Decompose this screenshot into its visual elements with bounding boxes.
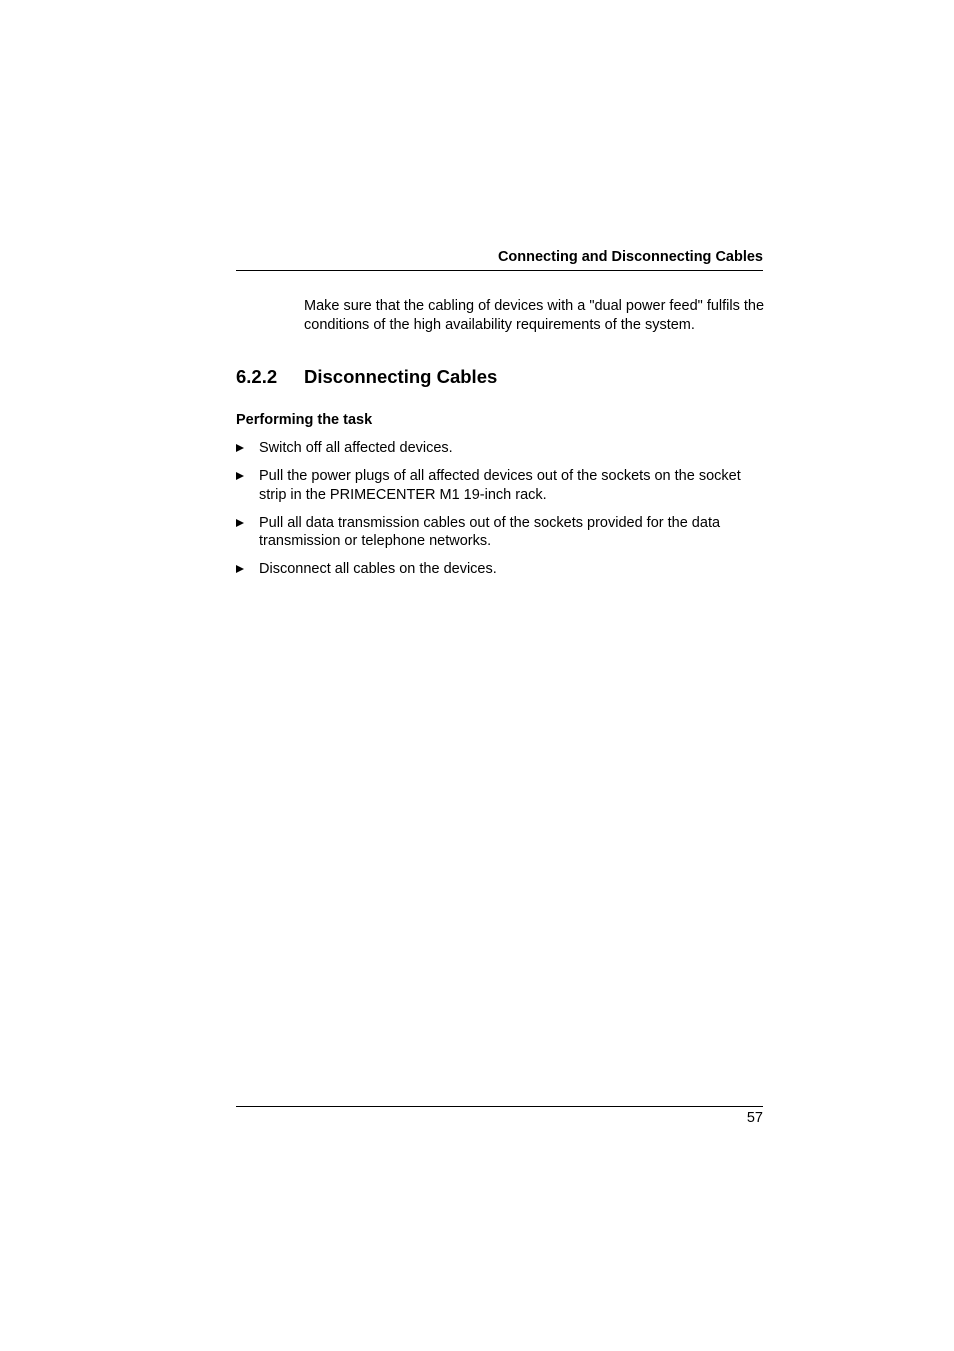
procedure-step (236, 514, 766, 551)
running-header: Connecting and Disconnecting Cables (497, 249, 763, 265)
triangle-bullet-icon (236, 444, 244, 452)
procedure-step-text: Pull all data transmission cables out of the sockets provided for the data transmission or telephone networks. (259, 514, 721, 549)
procedure-step (236, 560, 766, 579)
procedure-step-text: Pull the power plugs of all affected devices out of the sockets on the socket strip in the PRIMECENTER M1 19-inch rack. (259, 468, 741, 503)
triangle-bullet-icon (236, 565, 244, 573)
procedure-steps (236, 439, 766, 588)
section-number: 6.2.2 (236, 366, 278, 387)
section-heading (236, 366, 763, 388)
section-title: Disconnecting Cables (304, 366, 498, 387)
triangle-bullet-icon (236, 472, 244, 480)
procedure-step (236, 439, 766, 458)
procedure-heading: Performing the task (236, 412, 373, 428)
note-paragraph: Make sure that the cabling of devices with a "dual power feed" fulfils the conditions of the high availability requirements of the system. (304, 298, 765, 333)
page-number: 57 (746, 1110, 763, 1126)
procedure-step-text: Switch off all affected devices. (259, 440, 453, 456)
procedure-step-text: Disconnect all cables on the devices. (259, 561, 497, 577)
header-rule (236, 270, 763, 271)
procedure-step (236, 467, 766, 504)
footer-rule (236, 1106, 763, 1107)
triangle-bullet-icon (236, 519, 244, 527)
